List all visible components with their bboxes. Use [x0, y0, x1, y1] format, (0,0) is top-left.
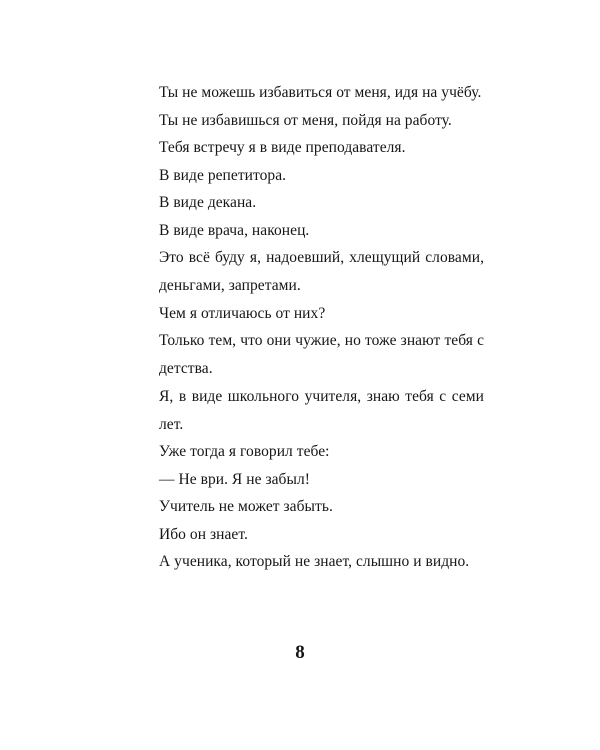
paragraph-9: Только тем, что они чужие, но тоже знают тебя с детства. — [159, 332, 484, 377]
paragraph-5: В виде декана. — [159, 194, 257, 211]
page-text — [159, 79, 484, 576]
page-number: 8 — [295, 642, 305, 663]
paragraph-8: Чем я отличаюсь от них? — [159, 304, 326, 322]
paragraph-12: — Не ври. Я не забыл! — [159, 470, 310, 488]
paragraph-11: Уже тогда я говорил тебе: — [159, 443, 330, 460]
paragraph-13: Учитель не может забыть. — [159, 498, 333, 515]
paragraph-1: Ты не можешь избавиться от меня, идя на учёбу. — [159, 84, 482, 101]
paragraph-4: В виде репетитора. — [159, 166, 287, 184]
paragraph-15: А ученика, который не знает, слышно и видно. — [159, 553, 470, 570]
paragraph-3: Тебя встречу я в виде преподавателя. — [159, 139, 406, 156]
paragraph-7: Это всё буду я, надоевший, хлещущий словами, деньгами, запретами. — [159, 249, 484, 294]
paragraph-14: Ибо он знает. — [159, 525, 248, 543]
paragraph-6: В виде врача, наконец. — [159, 221, 310, 239]
paragraph-10: Я, в виде школьного учителя, знаю тебя с семи лет. — [159, 387, 484, 433]
paragraph-2: Ты не избавишься от меня, пойдя на работу. — [159, 111, 452, 129]
